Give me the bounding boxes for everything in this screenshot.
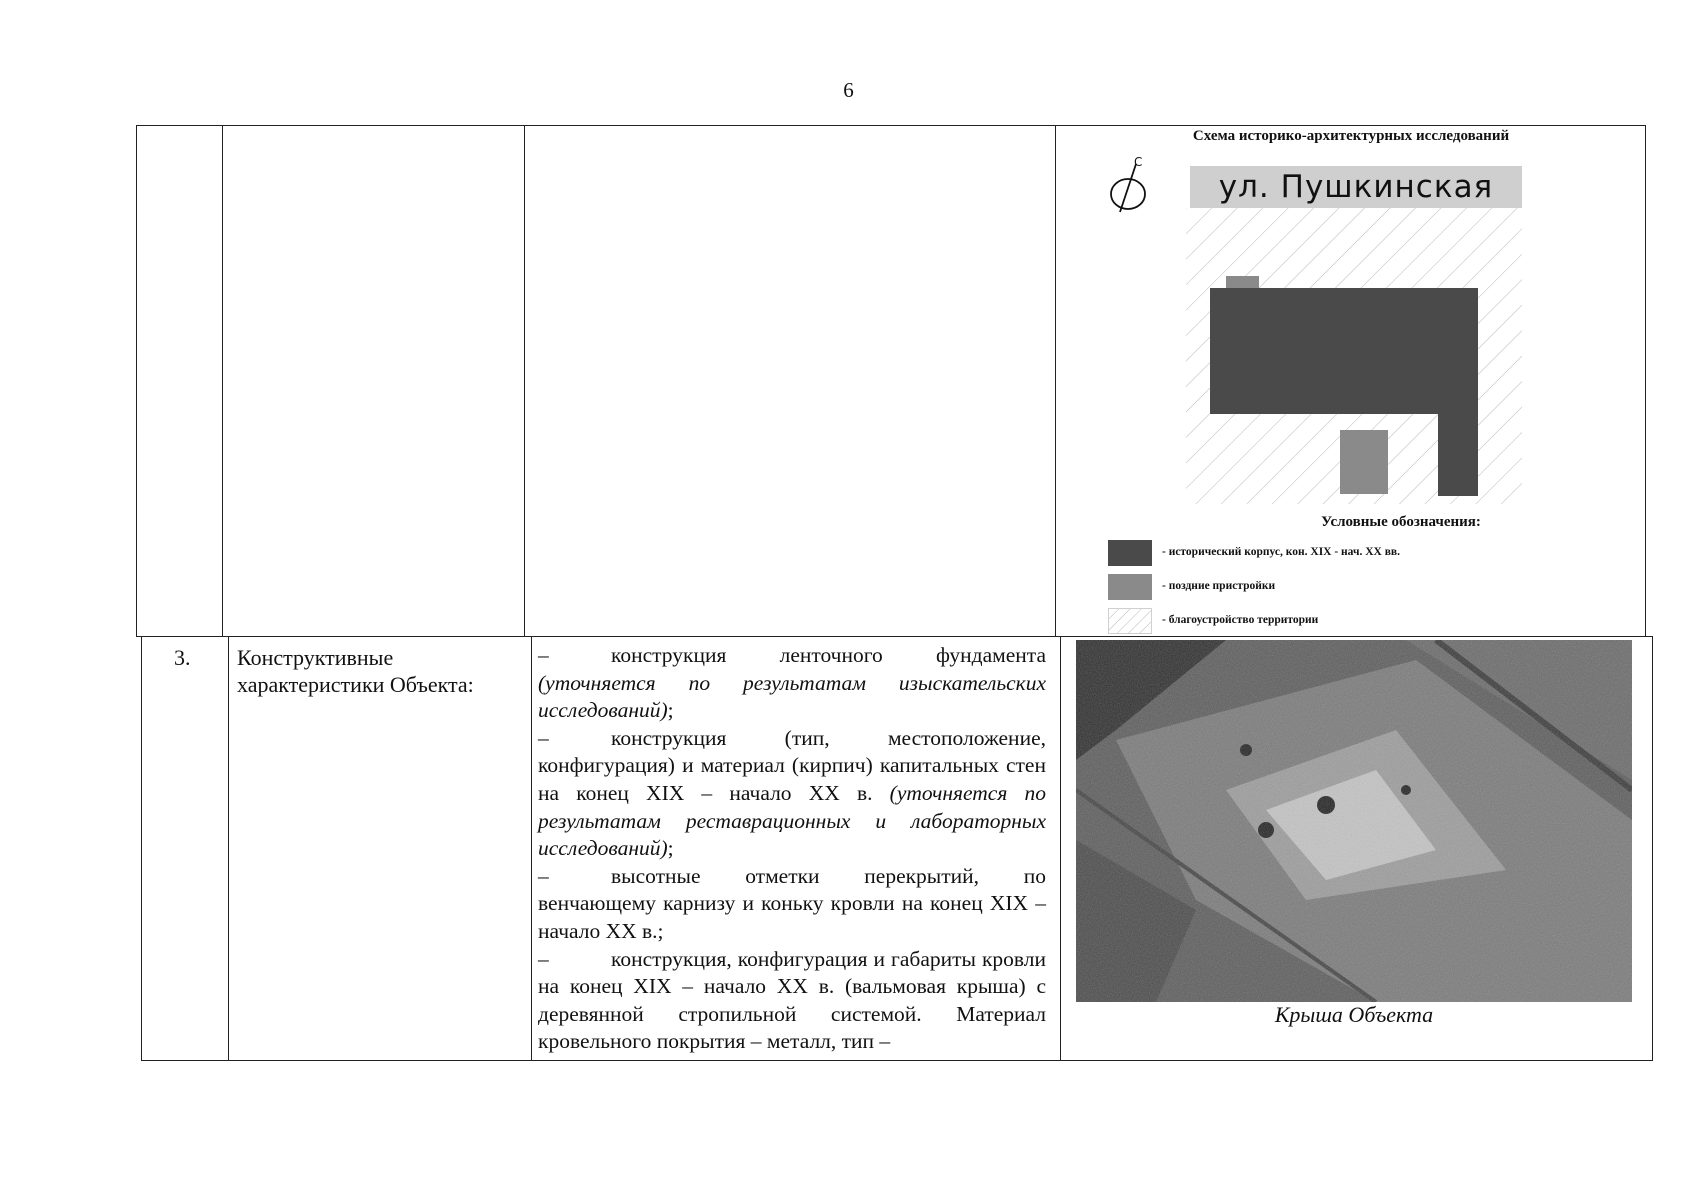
legend-swatch bbox=[1108, 608, 1152, 634]
item-tail: ; bbox=[667, 698, 674, 723]
item-tail: ; bbox=[667, 836, 674, 861]
item-note: (уточняется по результатам реставрационных и лабораторных исследований) bbox=[538, 780, 1046, 861]
legend-label: - благоустройство территории bbox=[1162, 614, 1319, 626]
item-text: конструкция (тип, местоположение, конфигурация) и материал (кирпич) капитальных стен на конец XIX – начало XX в. bbox=[538, 725, 1046, 805]
page-number: 6 bbox=[843, 78, 854, 102]
column-divider bbox=[222, 125, 223, 637]
column-divider bbox=[524, 125, 525, 637]
characteristics-list bbox=[538, 642, 1046, 1056]
site-scheme bbox=[1056, 126, 1646, 636]
scheme-title: Схема историко-архитектурных исследований bbox=[1192, 128, 1510, 144]
column-divider bbox=[531, 636, 532, 1061]
legend-swatch bbox=[1108, 540, 1152, 566]
row-number: 3. bbox=[174, 645, 191, 670]
photo-caption: Крыша Объекта bbox=[1274, 1002, 1434, 1027]
legend-label: - поздние пристройки bbox=[1162, 580, 1276, 592]
legend-title: Условные обозначения: bbox=[1321, 514, 1481, 530]
item-text: конструкция ленточного фундамента bbox=[611, 643, 1046, 667]
north-label: С bbox=[1134, 155, 1143, 169]
item-text: конструкция, конфигурация и габариты кровли на конец XIX – начало XX в. (вальмовая крыша) с деревянной стропильной системой. Материал кровельного покрытия – металл, тип – bbox=[538, 946, 1046, 1054]
north-arrow-icon bbox=[1104, 144, 1156, 224]
list-item: – конструкция ленточного фундамента (уточняется по результатам изыскательских исследований); bbox=[538, 643, 1046, 723]
legend-swatch bbox=[1108, 574, 1152, 600]
legend-label: - исторический корпус, кон. XIX - нач. XX вв. bbox=[1162, 546, 1400, 558]
site-plan bbox=[1186, 208, 1526, 508]
item-note: (уточняется по результатам изыскательских исследований) bbox=[538, 670, 1046, 723]
roof-photo bbox=[1076, 640, 1632, 1002]
later-extension bbox=[1226, 276, 1259, 290]
list-item: – высотные отметки перекрытий, по венчающему карнизу и коньку кровли на конец XIX – начало XX в.; bbox=[538, 863, 1046, 943]
column-divider bbox=[1060, 636, 1061, 1061]
later-extension bbox=[1340, 430, 1388, 494]
list-item: – конструкция (тип, местоположение, конфигурация) и материал (кирпич) капитальных стен на конец XIX – начало XX в. (уточняется по результатам реставрационных и лабораторных исследований); bbox=[538, 725, 1046, 861]
row-title: Конструктивные характеристики Объекта: bbox=[237, 645, 474, 697]
column-divider bbox=[228, 636, 229, 1061]
street-label: ул. Пушкинская bbox=[1190, 166, 1522, 208]
list-item: – конструкция, конфигурация и габариты кровли на конец XIX – начало XX в. (вальмовая крыша) с деревянной стропильной системой. Материал кровельного покрытия – металл, тип – bbox=[538, 946, 1046, 1054]
item-text: высотные отметки перекрытий, по венчающему карнизу и коньку кровли на конец XIX – начало XX в.; bbox=[538, 863, 1046, 943]
